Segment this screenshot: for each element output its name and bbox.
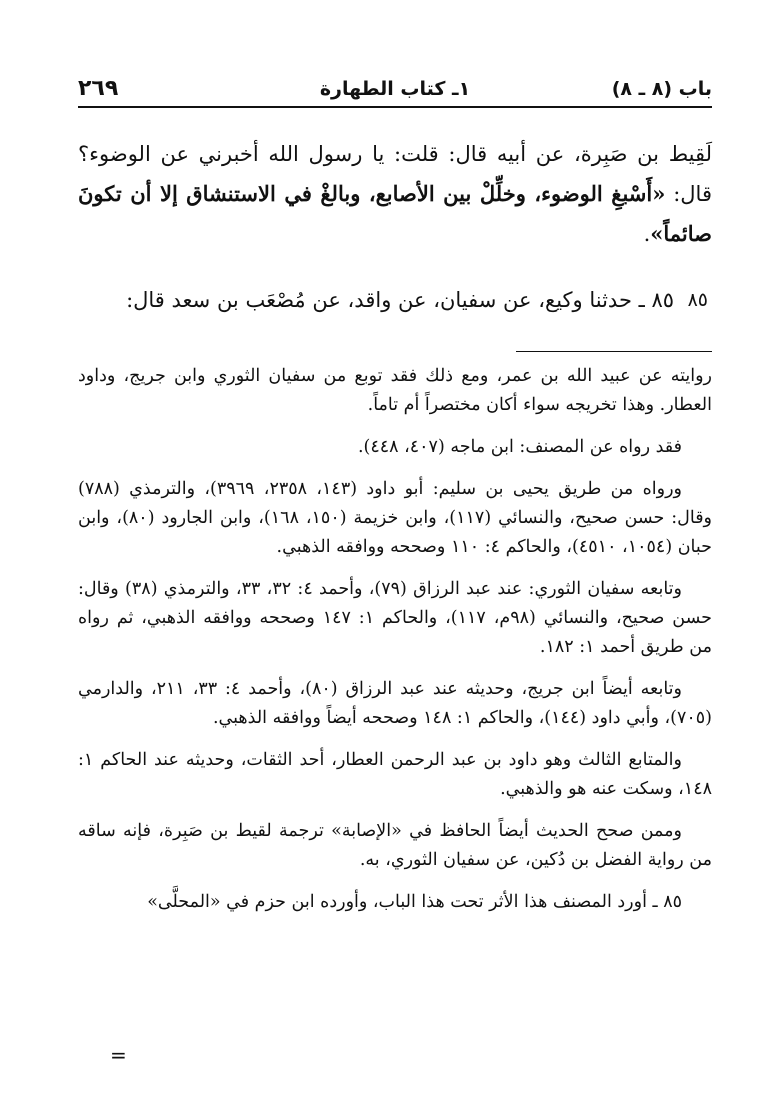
page-number: ٢٦٩ bbox=[78, 76, 119, 101]
header-divider bbox=[78, 106, 712, 108]
footnote-paragraph: وتابعه أيضاً ابن جريج، وحديثه عند عبد الرزاق (٨٠)، وأحمد ٤: ٣٣، ٢١١، والدارمي (٧٠٥)، وأبي داود (١٤٤)، والحاكم ١: ١٤٨ وصححه أيضاً ووافقه الذهبي. bbox=[78, 679, 712, 728]
narration-end: . bbox=[643, 222, 651, 246]
footnote-paragraph: وممن صحح الحديث أيضاً الحافظ في «الإصابة» ترجمة لقيط بن صَبِرة، فإنه ساقه من رواية الفضل بن دُكين، عن سفيان الثوري، به. bbox=[78, 821, 712, 870]
footnote-paragraph: روايته عن عبيد الله بن عمر، ومع ذلك فقد توبع من سفيان الثوري وابن جريج، وداود العطار. وهذا تخريجه سواء أكان مختصراً أم تاماً. bbox=[78, 366, 712, 415]
margin-hadith-number: ٨٥ bbox=[687, 289, 708, 311]
footnote-paragraph: ورواه من طريق يحيى بن سليم: أبو داود (١٤٣، ٢٣٥٨، ٣٩٦٩)، والترمذي (٧٨٨) وقال: حسن صحيح، والنسائي (١١٧)، وابن خزيمة (١٥٠، ١٦٨)، وابن الجارود (٨٠)، وابن حبان (١٠٥٤، ٤٥١٠)، والحاكم ٤: ١١٠ وصححه ووافقه الذهبي. bbox=[78, 479, 713, 557]
footnote-paragraph: والمتابع الثالث وهو داود بن عبد الرحمن العطار، أحد الثقات، وحديثه عند الحاكم ١: ١٤٨، وسكت عنه هو والذهبي. bbox=[78, 750, 712, 799]
footnote-paragraph: فقد رواه عن المصنف: ابن ماجه (٤٠٧، ٤٤٨). bbox=[357, 437, 682, 457]
hadith-text-84 bbox=[78, 134, 712, 254]
prophetic-quote: «أَسْبغِ الوضوء، وخلِّلْ بين الأصابع، وبالغْ في الاستنشاق إلا أن تكونَ صائماً» bbox=[78, 181, 712, 246]
narration-line: لَقِيط بن صَبِرة، عن أبيه قال: قلت: يا رسول الله أخبرني عن الوضوء؟ bbox=[78, 142, 712, 166]
chapter-reference: باب (٨ ـ ٨) bbox=[611, 78, 712, 100]
narration-intro: قال: bbox=[665, 182, 712, 206]
book-title: ١ـ كتاب الطهارة bbox=[319, 78, 471, 100]
hadith-text-85: ٨٥ ـ حدثنا وكيع، عن سفيان، عن واقد، عن مُصْعَب بن سعد قال: bbox=[126, 288, 674, 312]
footnote-paragraph: وتابعه سفيان الثوري: عند عبد الرزاق (٧٩)، وأحمد ٤: ٣٢، ٣٣، والترمذي (٣٨) وقال: حسن صحيح، والنسائي (٩٨م، ١١٧)، والحاكم ١: ١٤٧ وصححه ووافقه الذهبي، ثم رواه من طريق أحمد ١: ١٨٢. bbox=[78, 579, 712, 657]
running-header bbox=[78, 72, 712, 106]
footnotes bbox=[78, 362, 712, 930]
footnote-divider bbox=[516, 351, 712, 352]
continuation-mark: = bbox=[110, 1043, 127, 1067]
footnote-paragraph: ٨٥ ـ أورد المصنف هذا الأثر تحت هذا الباب، وأورده ابن حزم في «المحلَّى» bbox=[147, 892, 682, 912]
